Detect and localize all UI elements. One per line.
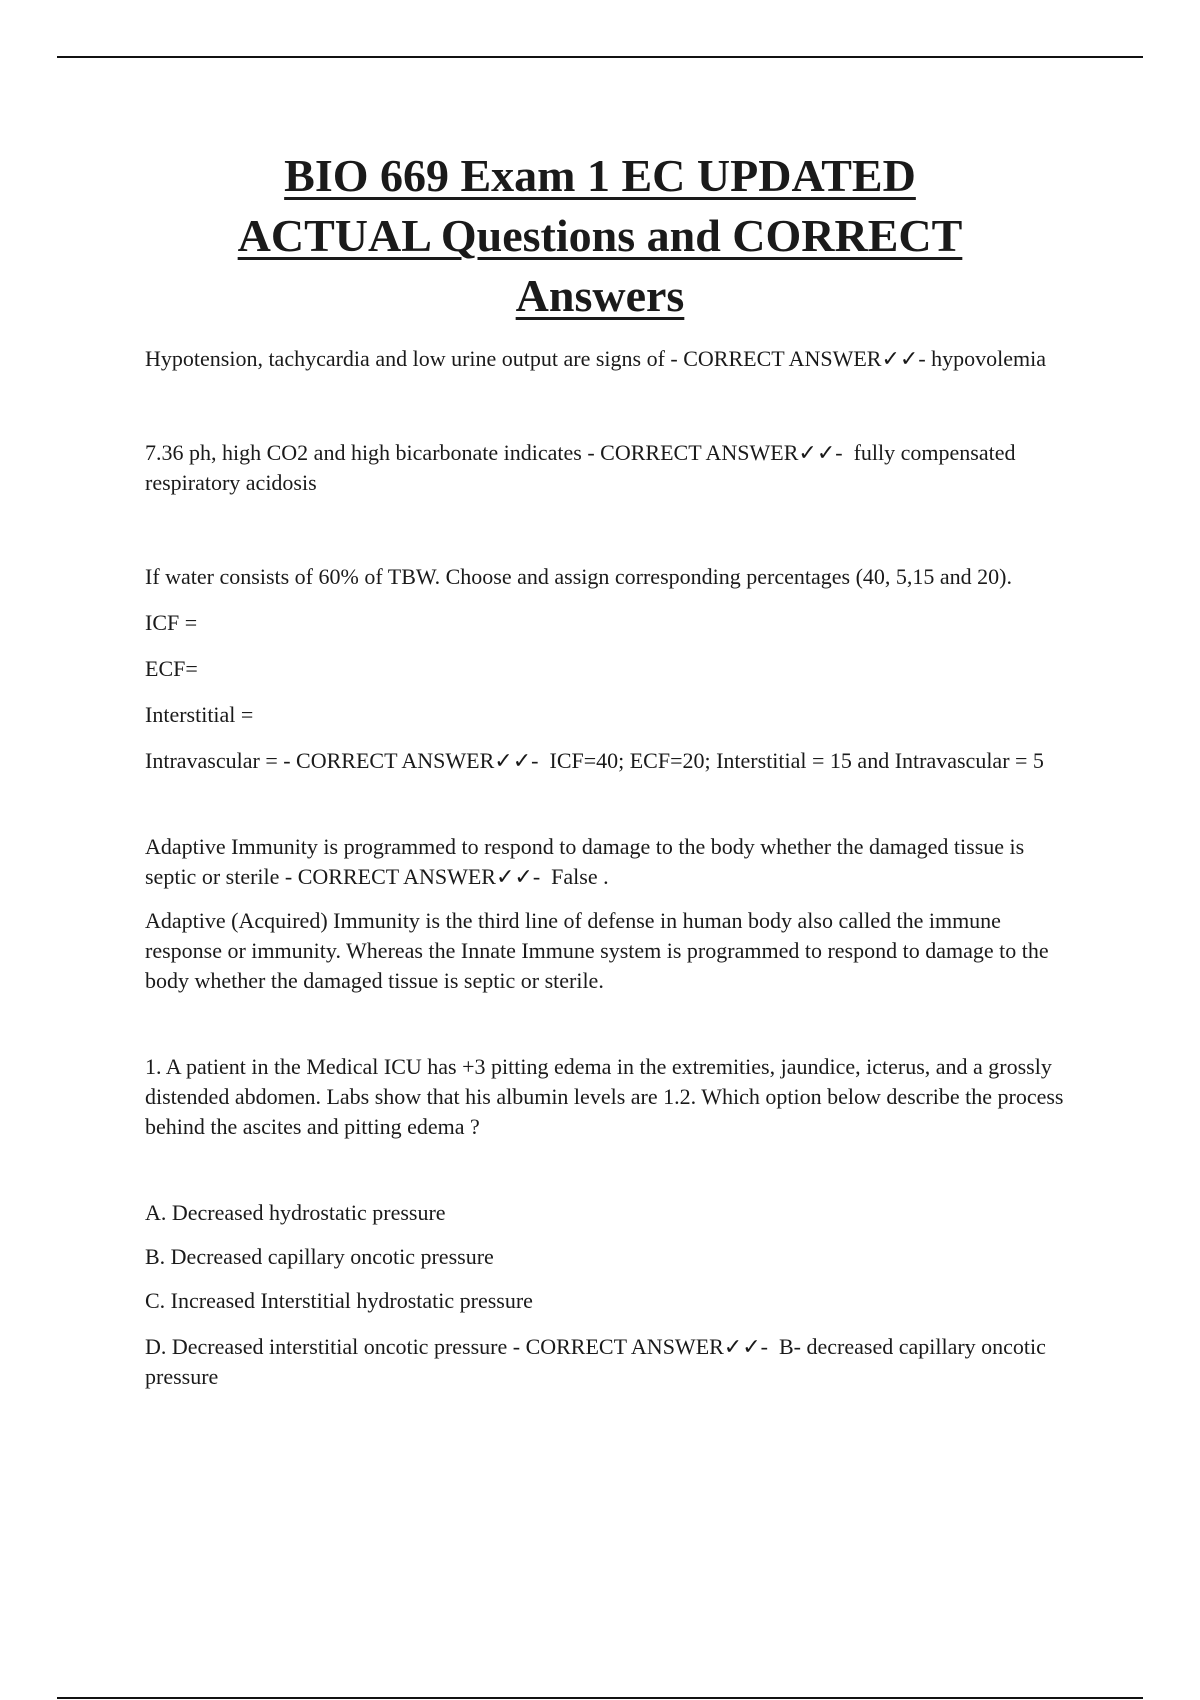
- qa-item-3-icf-line: ICF =: [145, 610, 198, 635]
- qa-item-4-explanation: Adaptive (Acquired) Immunity is the third line of defense in human body also called the immune response or immunity. Whereas the Innate Immune system is programmed to respond to damage to the body whether the damaged tissue is septic or sterile.: [145, 908, 1049, 993]
- qa-item-2: 7.36 ph, high CO2 and high bicarbonate indicates - CORRECT ANSWER✓✓- fully compensated respiratory acidosis: [145, 440, 1022, 495]
- qa-item-3-ecf-line: ECF=: [145, 656, 198, 681]
- qa-item-5-option-b: B. Decreased capillary oncotic pressure: [145, 1244, 494, 1269]
- title-line-2: ACTUAL Questions and CORRECT: [237, 210, 963, 261]
- qa-item-1: Hypotension, tachycardia and low urine output are signs of - CORRECT ANSWER✓✓- hypovolemia: [145, 346, 1047, 371]
- qa-item-3-answer: Intravascular = - CORRECT ANSWER✓✓- ICF=40; ECF=20; Interstitial = 15 and Intravascular = 5: [145, 748, 1044, 773]
- header-rule: [57, 56, 1143, 58]
- document-body: [145, 344, 1065, 1392]
- qa-item-3-interstitial-line: Interstitial =: [145, 702, 254, 727]
- footer-rule: [57, 1697, 1143, 1699]
- page-title: [100, 146, 1100, 326]
- qa-item-3-question: If water consists of 60% of TBW. Choose and assign corresponding percentages (40, 5,15 and 20).: [145, 564, 1012, 589]
- qa-item-4: Adaptive Immunity is programmed to respond to damage to the body whether the damaged tissue is septic or sterile - CORRECT ANSWER✓✓- False .: [145, 834, 1030, 889]
- qa-item-5-option-d: D. Decreased interstitial oncotic pressure - CORRECT ANSWER✓✓- B- decreased capillary oncotic pressure: [145, 1334, 1052, 1389]
- qa-item-5-option-c: C. Increased Interstitial hydrostatic pressure: [145, 1288, 533, 1313]
- title-line-1: BIO 669 Exam 1 EC UPDATED: [284, 150, 916, 201]
- qa-item-5-option-a: A. Decreased hydrostatic pressure: [145, 1200, 446, 1225]
- qa-item-5-question: 1. A patient in the Medical ICU has +3 pitting edema in the extremities, jaundice, icterus, and a grossly distended abdomen. Labs show that his albumin levels are 1.2. Which option below describe the process behind the ascites and pitting edema ?: [145, 1054, 1064, 1139]
- title-line-3: Answers: [515, 270, 685, 321]
